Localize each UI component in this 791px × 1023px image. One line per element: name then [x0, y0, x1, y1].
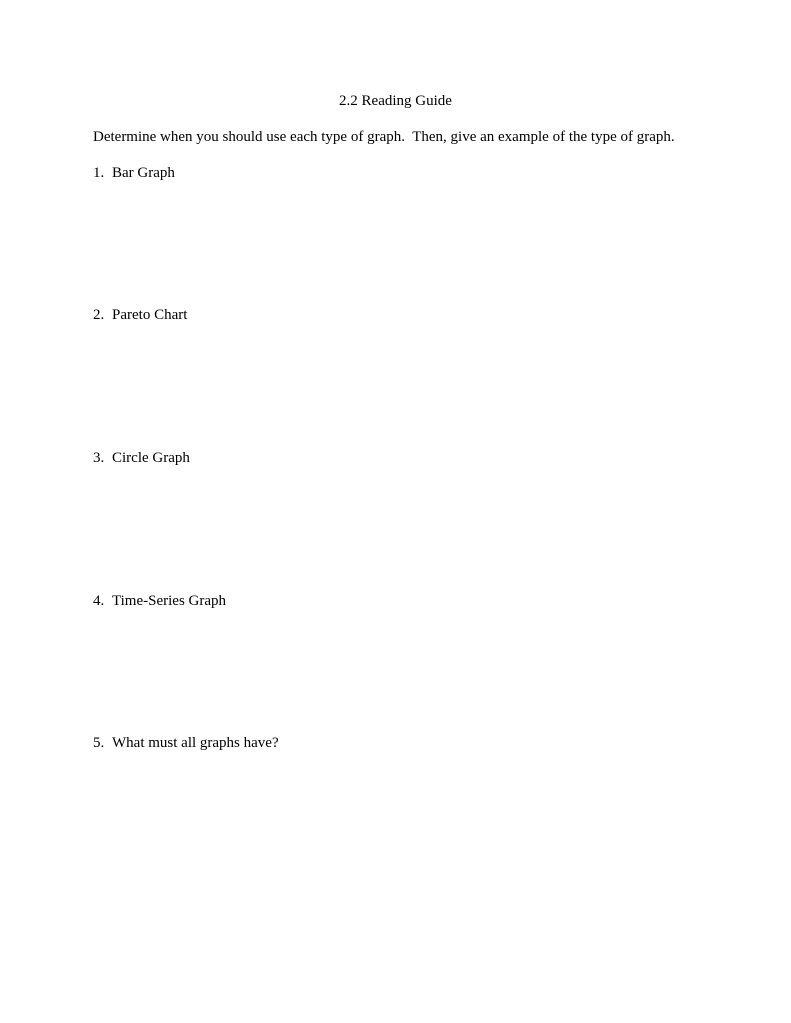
question-graph-requirements [93, 734, 279, 752]
question-text: Pareto Chart [112, 307, 188, 323]
question-text: Bar Graph [112, 165, 175, 181]
page-title: 2.2 Reading Guide [339, 93, 452, 109]
question-number: 5. [93, 735, 105, 751]
question-number: 4. [93, 593, 105, 609]
question-text: Time-Series Graph [112, 593, 227, 609]
question-bar-graph [93, 164, 175, 182]
question-pareto-chart [93, 306, 187, 324]
question-text: What must all graphs have? [112, 735, 279, 751]
question-circle-graph [93, 449, 190, 467]
instructions-text: Determine when you should use each type of graph. Then, give an example of the type of graph. [93, 129, 675, 145]
question-number: 1. [93, 165, 105, 181]
question-text: Circle Graph [112, 450, 190, 466]
question-number: 3. [93, 450, 105, 466]
question-time-series-graph [93, 592, 226, 610]
question-number: 2. [93, 307, 105, 323]
